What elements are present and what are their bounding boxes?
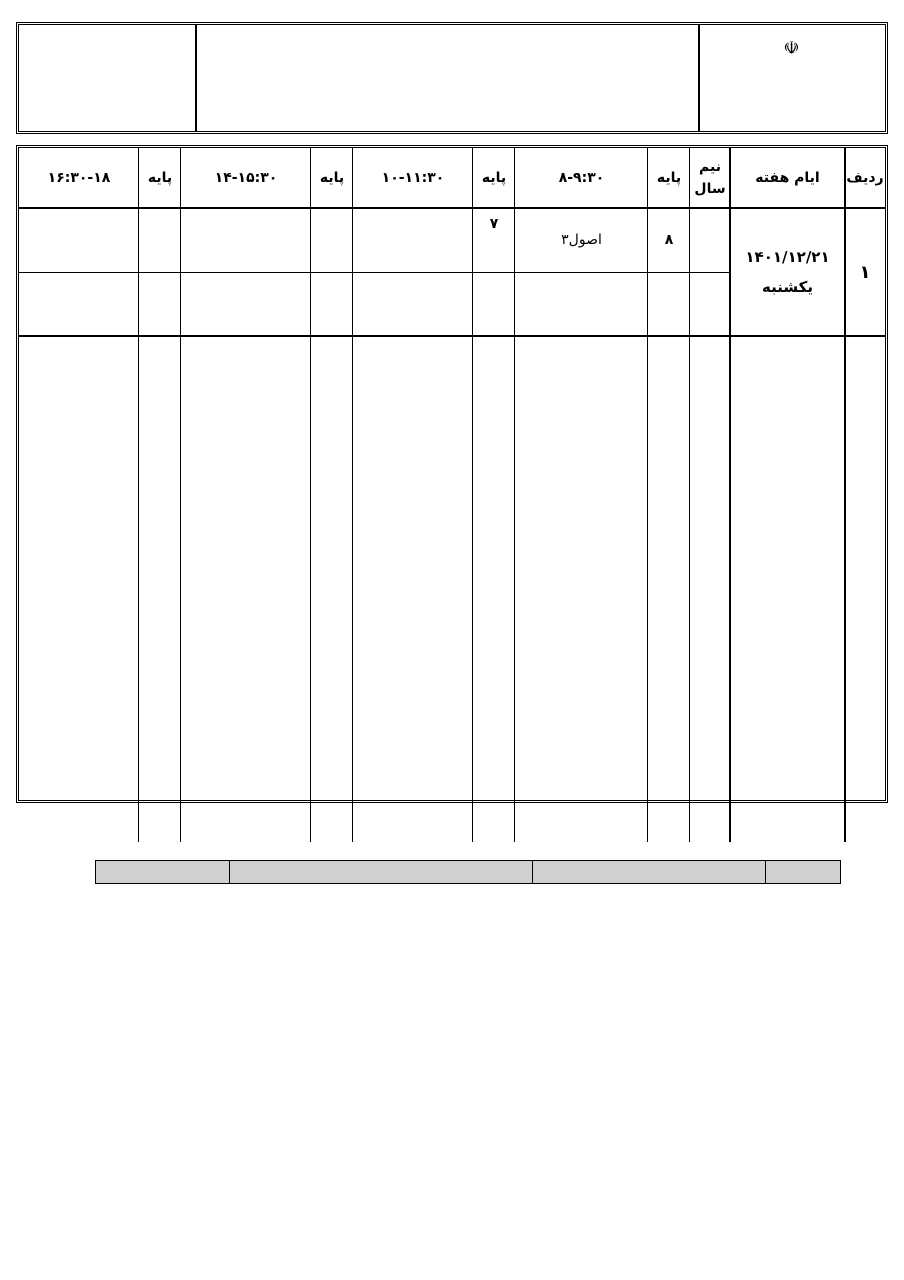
paye-cell: ۸	[664, 232, 674, 248]
header-paye-2: پایه	[481, 170, 507, 186]
table-header-row	[96, 861, 841, 884]
col-header-radif	[766, 861, 841, 884]
column-divider	[310, 148, 311, 842]
header-radif: ردیف	[846, 170, 884, 186]
day-date: ۱۴۰۱/۱۲/۲۱	[745, 248, 830, 266]
document-header	[16, 22, 888, 134]
header-half-year: نیم سال	[694, 159, 726, 197]
subject-cell: اصول۳	[561, 232, 602, 248]
free-level-label	[473, 240, 515, 272]
header-slot-2: ۱۰-۱۱:۳۰	[381, 170, 445, 186]
day-cell	[730, 208, 845, 336]
issue-date	[19, 25, 197, 131]
header-paye-3: پایه	[319, 170, 345, 186]
col-header-round	[533, 861, 766, 884]
row-number: ۱	[859, 261, 871, 283]
emblem-icon: ☫	[783, 38, 800, 59]
day-name: یکشنبه	[762, 278, 813, 296]
organization-block	[698, 25, 885, 131]
exam-rounds-table	[95, 860, 841, 884]
column-divider	[180, 148, 181, 842]
day-divider	[19, 335, 885, 337]
title-block	[195, 25, 700, 131]
header-slot-3: ۱۴-۱۵:۳۰	[214, 170, 278, 186]
col-header-subjects	[96, 861, 230, 884]
exam-schedule-table	[16, 145, 888, 803]
col-header-time	[230, 861, 533, 884]
paye-cell: ۷	[489, 216, 499, 232]
half-year-cell	[690, 208, 730, 272]
header-days: ایام هفته	[755, 170, 820, 186]
header-slot-1: ۸-۹:۳۰	[558, 170, 605, 186]
header-slot-4: ۱۶:۳۰-۱۸	[47, 170, 111, 186]
column-divider	[138, 148, 139, 842]
half-divider	[19, 272, 730, 273]
column-divider	[352, 148, 353, 842]
header-paye-1: پایه	[656, 170, 682, 186]
header-paye-4: پایه	[147, 170, 173, 186]
